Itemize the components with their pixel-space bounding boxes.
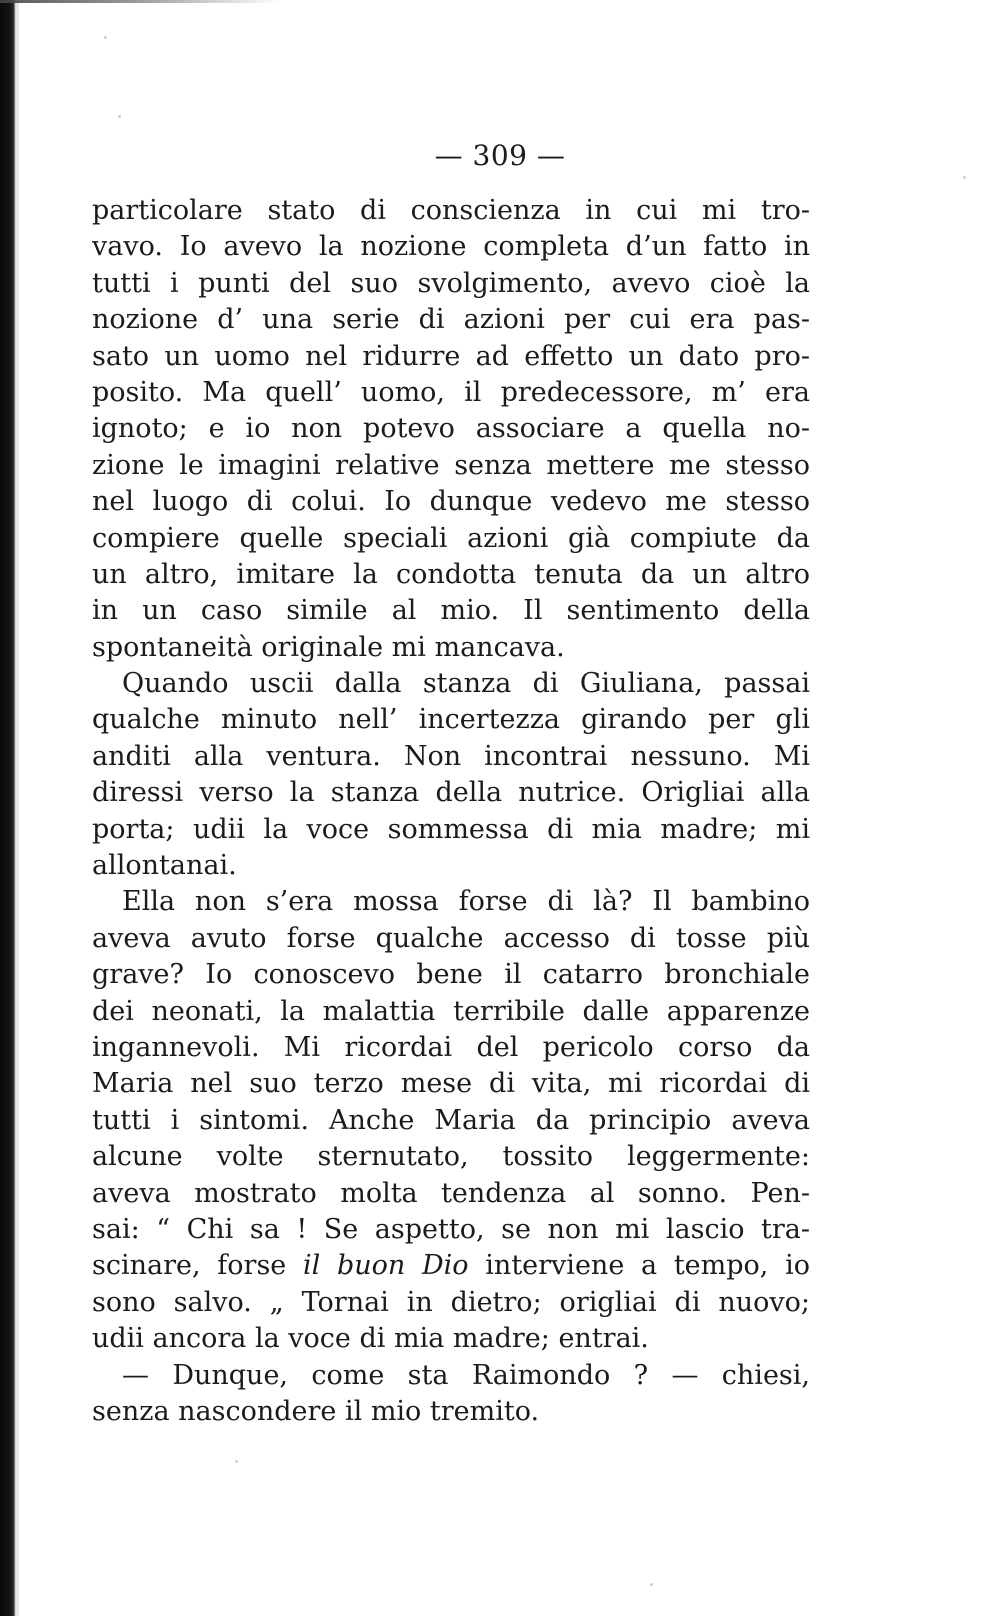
text-line: senza nascondere il mio tremito. [92,1395,540,1427]
text-line: zione le imagini relative senza mettere me stesso [92,449,810,481]
text-line: sono salvo. „ Tornai in dietro; origliai di nuovo; [92,1286,810,1318]
text-line: tutti i punti del suo svolgimento, avevo cioè la [92,267,810,299]
paper-speck [235,1460,238,1463]
text-line: alcune volte sternutato, tossito leggermente: [92,1141,810,1173]
page-binding-edge [0,0,16,1616]
text-line: aveva mostrato molta tendenza al sonno. Pen- [92,1177,810,1209]
text-line: in un caso simile al mio. Il sentimento della [92,595,810,627]
text-line: — Dunque, come sta Raimondo ? — chiesi, [122,1359,810,1391]
text-line: posito. Ma quell’ uomo, il predecessore, m’ era [92,376,810,408]
text-line: sato un uomo nel ridurre ad effetto un dato pro- [92,340,810,372]
text-line: grave? Io conoscevo bene il catarro bronchiale [92,959,810,991]
text-line: dei neonati, la malattia terribile dalle apparenze [92,995,810,1027]
text-line: particolare stato di conscienza in cui mi tro- [92,195,810,226]
text-line: compiere quelle speciali azioni già compiute da [92,522,810,554]
paper-speck [650,1583,653,1586]
paper-speck [118,115,121,118]
page-binding-shadow [16,0,19,1616]
text-line: diressi verso la stanza della nutrice. Origliai alla [92,777,810,809]
text-line: Ella non s’era mossa forse di là? Il bambino [122,886,810,918]
page-top-edge [0,0,280,3]
text-line: aveva avuto forse qualche accesso di tosse più [92,922,810,954]
text-line: anditi alla ventura. Non incontrai nessuno. Mi [92,740,810,772]
text-line: vavo. Io avevo la nozione completa d’un fatto in [92,231,810,263]
paper-speck [104,36,107,39]
text-line [92,1248,810,1284]
text-line: spontaneità originale mi mancava. [92,631,565,663]
text-line: allontanai. [92,850,237,882]
text-line: nozione d’ una serie di azioni per cui era pas- [92,304,810,336]
text-line: ingannevoli. Mi ricordai del pericolo corso da [92,1031,810,1063]
text-line: Maria nel suo terzo mese di vita, mi ricordai di [92,1068,810,1100]
text-line: porta; udii la voce sommessa di mia madre; mi [92,813,810,845]
paper-speck [963,176,966,179]
body-text [92,193,810,1430]
page-number: — 309 — [434,139,566,172]
text-line: nel luogo di colui. Io dunque vedevo me stesso [92,486,810,518]
text-line: tutti i sintomi. Anche Maria da principio aveva [92,1104,810,1136]
italic-phrase: il buon Dio [303,1250,469,1282]
text-line: Quando uscii dalla stanza di Giuliana, passai [122,668,810,700]
text-line: sai: “ Chi sa ! Se aspetto, se non mi lascio tra- [92,1213,810,1245]
text-segment: interviene a tempo, io [468,1250,810,1282]
text-line: ignoto; e io non potevo associare a quella no- [92,413,810,445]
text-segment: scinare, forse [92,1250,303,1282]
text-line: udii ancora la voce di mia madre; entrai. [92,1323,649,1355]
text-line: un altro, imitare la condotta tenuta da un altro [92,558,810,590]
text-line: qualche minuto nell’ incertezza girando per gli [92,704,810,736]
